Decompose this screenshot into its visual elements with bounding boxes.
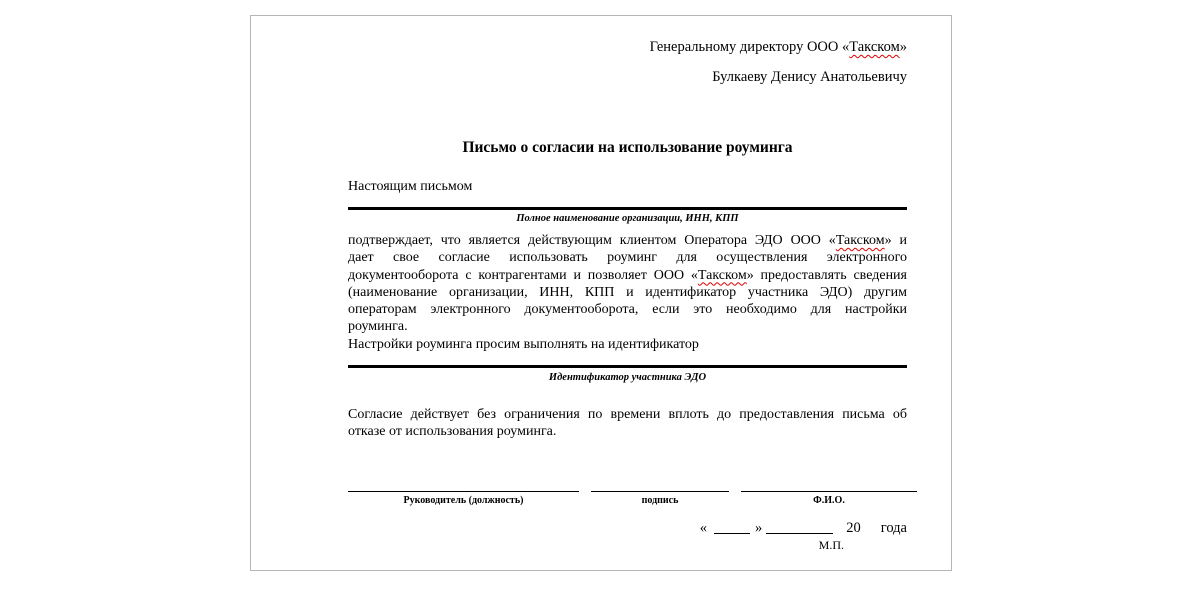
- body-line: документооборота с контрагентами и позволяет ООО «Такском» предоставлять сведения: [348, 267, 907, 283]
- close-quote: »: [755, 519, 763, 536]
- body-line: операторам электронного документооборота, если это необходимо для настройки: [348, 302, 907, 318]
- consent-line: отказе от использования роуминга.: [348, 424, 557, 440]
- signature-field-sign: [591, 491, 729, 507]
- org-name-caption: Полное наименование организации, ИНН, КПП: [516, 213, 739, 224]
- day-blank: [714, 522, 750, 534]
- stamp-mark: М.П.: [818, 537, 844, 552]
- body-line: дает свое согласие использовать роуминг для осуществления электронного: [348, 250, 907, 266]
- year-suffix: года: [880, 519, 907, 536]
- signature-field-head: [348, 491, 579, 507]
- open-quote: «: [699, 519, 708, 536]
- addressee-block: [348, 32, 907, 92]
- signature-row: [348, 491, 917, 507]
- body-line: роуминга.: [348, 319, 408, 335]
- month-blank: [766, 522, 833, 534]
- year-prefix: 20: [846, 519, 861, 536]
- signature-field-name: [741, 491, 917, 507]
- body-line: (наименование организации, ИНН, КПП и идентификатор участника ЭДО) другим: [348, 284, 907, 300]
- date-row: [348, 519, 907, 537]
- spellcheck-underline: Такском: [835, 233, 885, 248]
- signature-label-head: Руководитель (должность): [403, 494, 524, 506]
- spellcheck-underline: Такском: [697, 267, 747, 283]
- intro-text: Настоящим письмом: [348, 179, 473, 194]
- document-page: [250, 15, 952, 571]
- spellcheck-underline: Такском: [849, 39, 900, 55]
- edo-id-caption: Идентификатор участника ЭДО: [548, 372, 707, 384]
- consent-paragraph: [348, 406, 907, 441]
- org-name-blank-line: [348, 207, 907, 210]
- addressee-line-1: Генеральному директору ООО «Такском»: [649, 39, 907, 55]
- signature-label-sign: подпись: [641, 494, 679, 506]
- body-line: Настройки роуминга просим выполнять на идентификатор: [348, 336, 699, 352]
- body-line: подтверждает, что является действующим клиентом Оператора ЭДО ООО «Такском» и: [348, 233, 907, 248]
- addressee-line-2: Булкаеву Денису Анатольевичу: [712, 69, 907, 85]
- signature-label-name: Ф.И.О.: [813, 494, 845, 506]
- signature-line-name: [741, 491, 917, 492]
- consent-line: Согласие действует без ограничения по времени вплоть до предоставления письма об: [348, 407, 907, 423]
- edo-id-blank-line: [348, 365, 907, 368]
- signature-line-sign: [591, 491, 729, 492]
- document-title: Письмо о согласии на использование роуминга: [462, 139, 793, 156]
- signature-line-head: [348, 491, 579, 492]
- body-paragraph: [348, 232, 907, 353]
